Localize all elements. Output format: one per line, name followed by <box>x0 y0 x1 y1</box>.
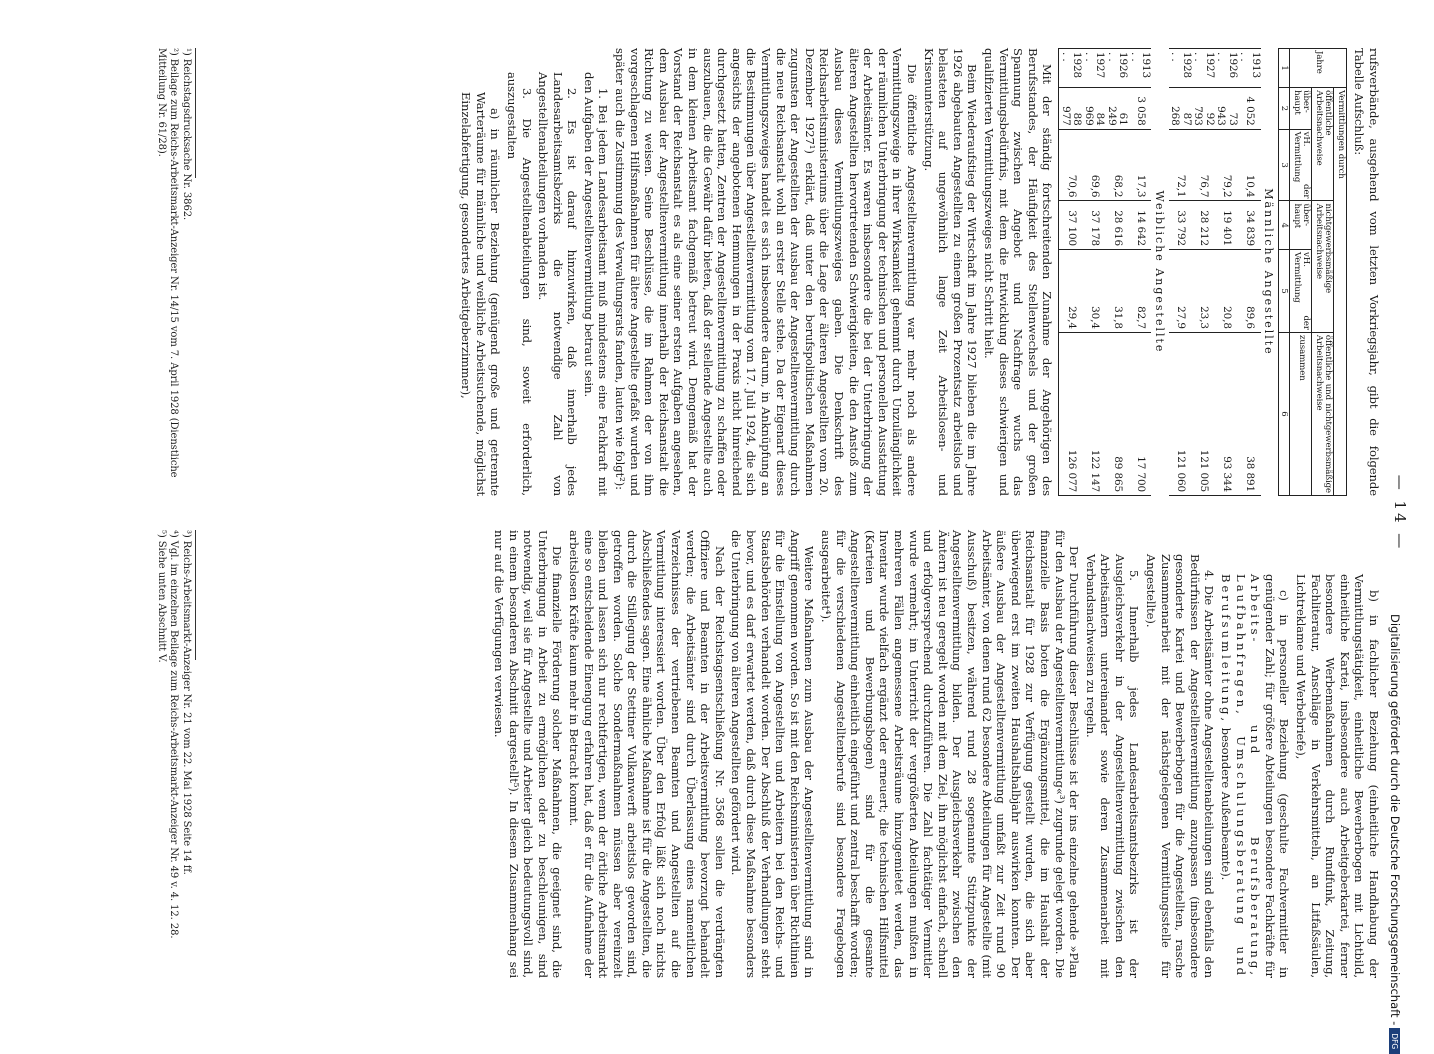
footnote: ⁵) Siehe unten Abschnitt V. <box>156 530 167 663</box>
section-male: Männliche Angestellte <box>1262 188 1276 356</box>
cell-oeff: 61 249 <box>1105 88 1128 130</box>
intro-paragraph: rufsverbände, ausgehend vom letzten Vorkriegsjahr, gibt die folgende Tabelle Aufschluß: <box>1352 48 1381 496</box>
cell-nicht: 33 792 <box>1169 201 1192 250</box>
dfg-logo: DFG <box>1389 1028 1400 1054</box>
cell-year: 1926 . . <box>1215 49 1238 88</box>
cell-zus: 121 060 <box>1169 332 1192 495</box>
body-paragraph: Nach der Reichstagsentschließung Nr. 3568 sollen die verdrängten Offiziere und Beamten in der Arbeitsvermittlung bevorzugt behandelt werden; die Arbeitsämter sind durch Überlassung eines namentlichen Verzeichnisses der vertriebenen Beamten und Angestellten auf die Vermittlung interessiert worden. Über den Erfolg läßt sich noch nichts Abschließendes sagen. Eine ähnliche Maßnahme ist für die Angestellten, die durch die Stillegung der Stettiner Vulkanwerft arbeitslos geworden sind, getroffen worden. Solche Sondermaßnahmen müssen aber vereinzelt bleiben und lassen sich nur rechtfertigen, wenn der örtliche Arbeitsmarkt eine so entscheidende Einengung erfahren hat, daß er für die Aufnahme der arbeitslosen Kräfte kaum mehr in Betracht kommt. <box>566 530 727 978</box>
column-number: 5 <box>1279 250 1290 333</box>
cell-oeff: 84 969 <box>1082 88 1105 130</box>
cell-oeff: 87 268 <box>1169 88 1192 130</box>
numbered-item: 5. Innerhalb jedes Landesarbeitsamtsbezirks ist der Ausgleichsverkehr in der Angestelltenvermittlung zwischen den Arbeitsämtern untereinander sowie deren Zusammenarbeit mit Verbandsnachweisen zu regeln. <box>1083 554 1142 978</box>
footnote-rule <box>195 530 196 660</box>
cell-zus: 121 005 <box>1192 332 1215 495</box>
header-vermittlungen: Vermittlungen durch <box>1334 88 1347 496</box>
cell-nicht-pct: 31,8 <box>1105 250 1128 333</box>
cell-oeff-pct: 79,2 <box>1215 129 1238 201</box>
column-number: 3 <box>1279 129 1290 201</box>
footnote-rule <box>195 48 196 178</box>
cell-oeff: 3 058 <box>1128 88 1151 130</box>
cell-nicht-pct: 27,9 <box>1169 250 1192 333</box>
cell-year: 1913 . . <box>1128 49 1151 88</box>
cell-zus: 93 344 <box>1215 332 1238 495</box>
header-vh-2: vH. der Vermittlung <box>1290 250 1312 333</box>
column-number: 2 <box>1279 88 1290 130</box>
table-row <box>1192 49 1215 496</box>
column-number: 6 <box>1279 332 1290 495</box>
left-column <box>457 48 1381 496</box>
cell-oeff-pct: 10,4 <box>1238 129 1261 201</box>
page-number: — 14 — <box>1391 474 1409 552</box>
sub-item <box>1218 530 1291 978</box>
numbered-item: 1. Bei jedem Landesarbeitsamt muß mindestens eine Fachkraft mit den Aufgaben der Angestelltenvermittlung betraut sein. <box>581 72 611 496</box>
cell-nicht-pct: 30,4 <box>1082 250 1105 333</box>
footnote: ⁴) Vgl. im einzelnen Beilage zum Reichs-Arbeitsmarkt-Anzeiger Nr. 49 v. 4. 12. 28. <box>168 530 180 939</box>
sub-item: a) in räumlicher Beziehung (genügend große und getrennte Warteräume für männliche und weibliche Arbeitsuchende, möglichst Einzelabfertigung, gesondertes Arbeitgeberzimmer), <box>459 92 503 496</box>
numbered-item: 3. Die Angestelltenabteilungen sind, soweit erforderlich, auszugestalten <box>504 72 534 496</box>
cell-nicht-pct: 29,4 <box>1059 250 1083 333</box>
cell-year: 1928 . . <box>1169 49 1192 88</box>
cell-oeff: 88 977 <box>1059 88 1083 130</box>
cell-nicht: 37 178 <box>1082 201 1105 250</box>
cell-year: 1926 . . <box>1105 49 1128 88</box>
numbered-item: 4. Die Arbeitsämter ohne Angestelltenabteilungen sind ebenfalls den Bedürfnissen der Angestelltenvermittlung anzupassen (insbesondere gesonderte Kartei und Bewerberbogen für die Angestellten, rasche Zusammenarbeit mit der nächstgelegenen Vermittlungsstelle für Angestellte). <box>1144 554 1217 978</box>
footnotes-right <box>155 530 204 978</box>
body-paragraph: Beim Wiederaufstieg der Wirtschaft im Jahre 1927 blieben die im Jahre 1926 abgebauten Angestellten zu einem großen Prozentsatz arbeitslos und belasteten auf ungewöhnlich lange Zeit Arbeitslosen- und Krisenunterstützung. <box>921 48 980 496</box>
cell-oeff: 73 943 <box>1215 88 1238 130</box>
header-jahre: Jahre <box>1290 49 1347 88</box>
body-paragraph: Die öffentliche Angestelltenvermittlung war mehr noch als andere Vermittlungszweige in ihrer Wirksamkeit gehemmt durch Unzulänglichkeit der räumlichen Unterbringung der technischen und personellen Ausstattung der Arbeitsämter. Es waren insbesondere die bei der Unterbringung der älteren Angestellten hervortretenden Schwierigkeiten, die den Anstoß zum Ausbau dieses Vermittlungszweiges gaben. Die Denkschrift des Reichsarbeitsministeriums über die Lage der älteren Angestellten vom 20. Dezember 1927¹) erklärt, daß unter den berufspolitischen Maßnahmen zugunsten der Angestellten der Ausbau der Angestelltenvermittlung durch die neue Reichsanstalt wohl an erster Stelle stehe. Da der Eigenart dieses Vermittlungszweiges handelt es sich insbesondere darum, in Anknüpfung an die Bestimmungen über Angestelltenvermittlung vom 17. Juli 1924, die sich angesichts der angebotenen Hemmungen in der Praxis nicht hinreichend durchgesetzt hatten, Zentren der Angestelltenvermittlung zu schaffen oder auszubauen, die die Gewähr dafür bieten, daß der stellende Angestellte auch in dem kleinen Arbeitsamt fachgemäß betreut wird. Demgemäß hat der Vorstand der Reichsanstalt es als eine seiner ersten Aufgaben angesehen, dem Ausbau der Angestelltenvermittlung innerhalb der Reichsanstalt die Richtung zu weisen. Seine Beschlüsse, die im Rahmen der von ihm vorgeschlagenen Hilfsmaßnahmen für ältere Angestellte gefaßt wurden und später auch die Zustimmung des Verwaltungsrats fanden, lauten wie folgt²): <box>613 48 919 496</box>
statistics-table <box>1058 48 1347 496</box>
cell-nicht-pct: 89,6 <box>1238 250 1261 333</box>
table-row <box>1169 49 1192 496</box>
cell-nicht: 34 839 <box>1238 201 1261 250</box>
table-row <box>1082 49 1105 496</box>
cell-nicht-pct: 20,8 <box>1215 250 1238 333</box>
cell-oeff-pct: 76,7 <box>1192 129 1215 201</box>
cell-nicht: 28 212 <box>1192 201 1215 250</box>
table-row <box>1238 49 1261 496</box>
right-column <box>489 530 1381 978</box>
cell-nicht: 28 616 <box>1105 201 1128 250</box>
cell-oeff-pct: 68,2 <box>1105 129 1128 201</box>
sub-c-text: c) in personeller Beziehung (geschulte Fachvermittler in genügender Zahl; für größere Abteilungen besondere Fachkräfte für <box>1262 574 1292 978</box>
cell-oeff-pct: 72,1 <box>1169 129 1192 201</box>
table-row <box>1105 49 1128 496</box>
cell-zus: 38 891 <box>1238 332 1261 495</box>
header-oeffentliche: öffentliche Arbeitsnachweise <box>1312 88 1334 201</box>
cell-oeff-pct: 69,6 <box>1082 129 1105 201</box>
table-row <box>1128 49 1151 496</box>
cell-oeff-pct: 70,6 <box>1059 129 1083 201</box>
column-number: 1 <box>1279 49 1290 88</box>
cell-year: 1913 . . <box>1238 49 1261 88</box>
cell-year: 1927 . . <box>1082 49 1105 88</box>
cell-zus: 122 147 <box>1082 332 1105 495</box>
cell-oeff-pct: 17,3 <box>1128 129 1151 201</box>
sub-c-end: besondere Außenbeamte). <box>1219 727 1234 881</box>
section-female: Weibliche Angestellte <box>1152 190 1166 354</box>
numbered-item: 2. Es ist darauf hinzuwirken, daß innerhalb jedes Landesarbeitsamtsbezirks die notwendige Zahl von Angestelltenabteilungen vorhanden ist. <box>536 72 580 496</box>
header-ueberhaupt-1: über- haupt <box>1290 88 1312 130</box>
digitization-credit <box>1388 614 1402 1054</box>
cell-nicht: 19 401 <box>1215 201 1238 250</box>
footnote: ²) Beilage zum Reichs-Arbeitsmarkt-Anzeiger Nr. 14/15 vom 7. April 1928 (Dienstliche Mitteilung Nr. 61/28). <box>156 48 180 478</box>
sub-c-spaced-text: Arbeits- und Berufsberatung, Laufbahnfragen, Umschulungsberatung und Berufsumleitung, <box>1219 574 1263 978</box>
cell-oeff: 92 793 <box>1192 88 1215 130</box>
header-vh-1: vH. der Vermittlung <box>1290 129 1312 201</box>
body-paragraph: Der Durchführung dieser Beschlüsse ist der ins einzelne gehende »Plan für den Ausbau der Angestelltenvermittlung«³) zugrunde gelegt worden. Die finanzielle Basis boten die Ergänzungsmittel, die im Haushalt der Reichsanstalt für 1928 zur Verfügung gestellt wurden, die sich aber überwiegend erst im zweiten Haushaltshalbjahr auswirken konnten. Der äußere Ausbau der Angestelltenvermittlung umfaßt zur Zeit rund 90 Arbeitsämter, von denen rund 62 besondere Abteilungen für Angestellte (mit Ausschuß) besitzen, während rund 28 sogenannte Stützpunkte der Angestelltenvermittlung bilden. Der Ausgleichsverkehr zwischen den Ämtern ist neu geregelt worden mit dem Ziel, ihn möglichst einfach, schnell und erfolgversprechend durchzuführen. Die Zahl fachtätiger Vermittler wurde vermehrt; im Unterricht der vergrößerten Abteilungen mußten in mehreren Fällen angemessene Arbeitsräume hinzugemietet werden, das Inventar wurde vielfach ergänzt oder erneuert; die technischen Hilfsmittel (Karteien und Bewerbungsbogen) sind für die gesamte Angestelltenvermittlung einheitlich eingeführt und zentral beschafft worden; für die verschiedenen Angestelltenberufe sind besondere Fragebogen ausgearbeitet⁴). <box>819 530 1082 978</box>
cell-oeff: 4 052 <box>1238 88 1261 130</box>
column-number-row <box>1279 49 1290 496</box>
rotated-page <box>107 48 1407 978</box>
cell-zus: 126 077 <box>1059 332 1083 495</box>
body-paragraph: Die finanzielle Förderung solcher Maßnahmen, die geeignet sind, die Unterbringung in Arbeit zu ermöglichen oder zu beschleunigen, sind notwendig, weil sie für Angestellte und Arbeiter gleich bedeutungsvoll sind, in einem besonderen Abschnitt dargestellt⁵). In diesem Zusammenhang sei nur auf die Verfügungen verwiesen. <box>491 530 565 978</box>
table-row <box>1215 49 1238 496</box>
cell-zus: 89 865 <box>1105 332 1128 495</box>
header-ueberhaupt-2: über- haupt <box>1290 201 1312 250</box>
cell-year: 1927 . . <box>1192 49 1215 88</box>
footnote: ³) Reichs-Arbeitsmarkt-Anzeiger Nr. 21 vom 22. Mai 1928 Seite 14 ff. <box>181 530 192 875</box>
header-zusammen: zusammen <box>1290 332 1312 495</box>
header-zusammen-group: öffentliche und nichtgewerbsmäßige Arbeitsnachweise <box>1312 332 1334 495</box>
credit-text: Digitalisierung gefördert durch die Deutsche Forschungsgemeinschaft - <box>1388 614 1402 1026</box>
cell-zus: 17 700 <box>1128 332 1151 495</box>
sub-item: b) in fachlicher Beziehung (einheitliche Handhabung der Vermittlungstätigkeit, einheitliche Bewerberbogen mit Lichtbild, einheitliche Kartei, insbesondere auch Arbeitgeberkartei, ferner besondere Werbemaßnahmen durch Rundfunk, Zeitung, Fachliteratur, Anschläge in Verkehrsmitteln, an Litfaßsäulen, Lichtreklame und Werbebriefe), <box>1294 574 1381 978</box>
cell-nicht-pct: 82,7 <box>1128 250 1151 333</box>
cell-nicht: 37 100 <box>1059 201 1083 250</box>
cell-nicht: 14 642 <box>1128 201 1151 250</box>
column-number: 4 <box>1279 201 1290 250</box>
footnotes-left <box>155 48 204 496</box>
cell-nicht-pct: 23,3 <box>1192 250 1215 333</box>
header-nichtgewerbsmaessige: nichtgewerbsmäßige Arbeitsnachweise <box>1312 201 1334 332</box>
body-paragraph: Weitere Maßnahmen zum Ausbau der Angestelltenvermittlung sind in Angriff genommen worden. So ist mit den Reichsministerien über Richtlinien für die Einstellung von Angestellten und Arbeitern bei den Reichs- und Staatsbehörden verhandelt worden. Der Abschluß der Verhandlungen steht bevor, und es darf erwartet werden, daß durch diese Maßnahme besonders die Unterbringung von älteren Angestellten gefördert wird. <box>729 530 817 978</box>
table-row <box>1059 49 1083 496</box>
footnote: ¹) Reichstagsdrucksache Nr. 3862. <box>181 48 192 221</box>
body-paragraph: Mit der ständig fortschreitenden Zunahme der Angehörigen des Berufsstandes, der Häufigkeit des Stellenwechsels und der großen Spannung zwischen Angebot und Nachfrage wuchs das Vermittlungsbedürfnis, mit dem die Entwicklung dieses schwierigen und qualifizierten Vermittlungszweiges nicht Schritt hielt. <box>981 48 1055 496</box>
cell-year: 1928 . . <box>1059 49 1083 88</box>
